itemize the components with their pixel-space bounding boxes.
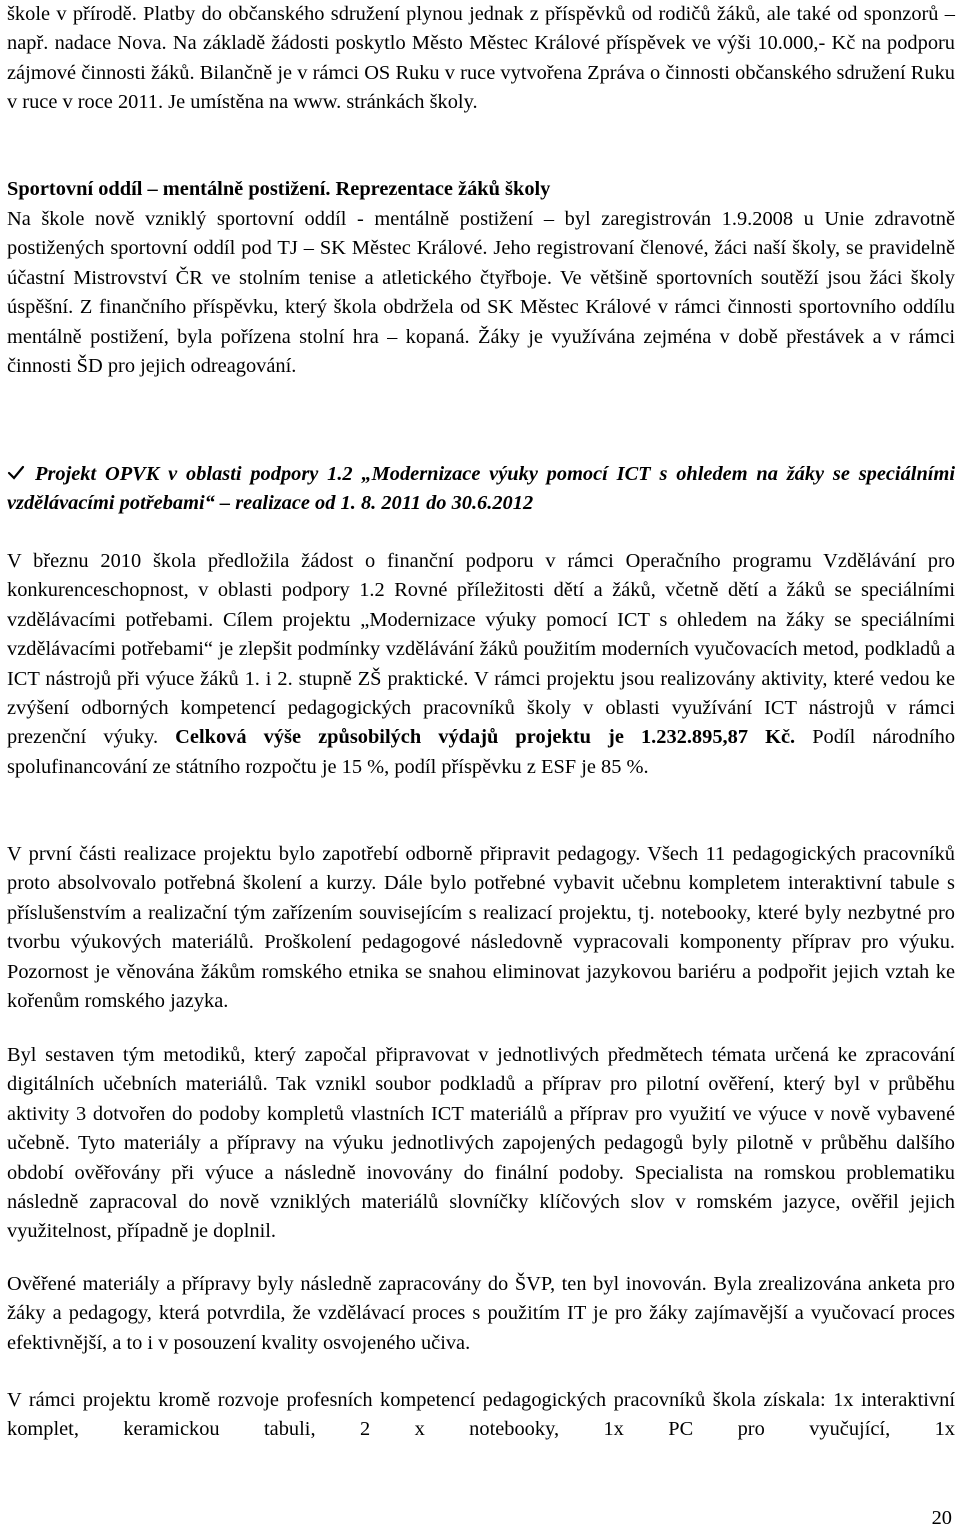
project-paragraph-5: V rámci projektu kromě rozvoje profesních kompetencí pedagogických pracovníků škola získala: 1x interaktivní komplet, keramickou tabuli, 2 x notebooky, 1x PC pro vyučující, 1x: [7, 1389, 955, 1441]
paragraph-os-ruku-v-ruce: škole v přírodě. Platby do občanského sdružení plynou jednak z příspěvků od rodičů žáků, ale také od sponzorů – např. nadace Nova. Na základě žádosti poskytlo Město Městec Králové příspěvek ve výši 10.000,- Kč na podporu zájmové činnosti žáků. Bilančně je v rámci OS Ruku v ruce vytvořena Zpráva o činnosti občanského sdružení Ruku v ruce v roce 2011. Je umístěna na www. stránkách školy.: [7, 3, 955, 114]
checkmark-icon: [7, 460, 35, 489]
project-costs-bold: Celková výše způsobilých výdajů projektu je 1.232.895,87 Kč.: [175, 726, 796, 749]
page-number: 20: [931, 1507, 952, 1529]
project-paragraph-4: Ověřené materiály a přípravy byly následně zapracovány do ŠVP, ten byl inovován. Byla zrealizována anketa pro žáky a pedagogy, která potvrdila, že vzdělávací proces s použitím IT je pro žáky zajímavější a vyučovací proces efektivnější, a to i v posouzení kvality osvojeného učiva.: [7, 1273, 955, 1354]
project-heading: [7, 460, 955, 519]
sport-section-heading: Sportovní oddíl – mentálně postižení. Reprezentace žáků školy: [7, 178, 551, 200]
project-heading-text: Projekt OPVK v oblasti podpory 1.2 „Modernizace výuky pomocí ICT s ohledem na žáky se speciálními vzdělávacími potřebami“ – realizace od 1. 8. 2011 do 30.6.2012: [7, 463, 955, 515]
project-paragraph-1-end: Podíl národního spolufinancování ze státního rozpočtu je 15 %, podíl příspěvku z ESF je 85 %.: [7, 726, 956, 778]
project-paragraph-3: Byl sestaven tým metodiků, který započal připravovat v jednotlivých předmětech témata určená ke zpracování digitálních učebních materiálů. Tak vznikl soubor podkladů a příprav pro pilotní ověření, který byl v průběhu aktivity 3 dotvořen do podoby kompletů vlastních ICT materiálů a příprav pro využití ve výuce v nově vybavené učebně. Tyto materiály a přípravy na výuku jednotlivých zapojených pedagogů byly pilotně v průběhu dalšího období ověřovány při výuce a následně inovovány do finální podoby. Specialista na romskou problematiku následně zapracoval do nově vzniklých materiálů slovníčky klíčových slov v romském jazyce, ověřil jejich využitelnost, případně je doplnil.: [7, 1044, 955, 1243]
project-paragraph-1-text: V březnu 2010 škola předložila žádost o finanční podporu v rámci Operačního programu Vzdělávání pro konkurenceschopnost, v oblasti podpory 1.2 Rovné příležitosti dětí a žáků, včetně dětí a žáků se speciálními vzdělávacími potřebami. Cílem projektu „Modernizace výuky pomocí ICT s ohledem na žáky se speciálními vzdělávacími potřebami“ je zlepšit podmínky vzdělávání žáků použitím moderních vyučovacích metod, podkladů a ICT nástrojů při výuce žáků 1. i 2. stupně ZŠ praktické. V rámci projektu jsou realizovány aktivity, které vedou ke zvýšení odborných kompetencí pedagogických pracovníků školy v oblasti využívání ICT nástrojů v rámci prezenční výuky.: [7, 550, 955, 749]
sport-section-text: Na škole nově vzniklý sportovní oddíl - mentálně postižení – byl zaregistrován 1.9.2008 u Unie zdravotně postižených sportovní oddíl pod TJ – SK Městec Králové. Jeho registrovaní členové, žáci naší školy, se pravidelně účastní Mistrovství ČR ve stolním tenise a atletického čtyřboje. Ve většině sportovních soutěží jsou žáci školy úspěšní. Z finančního příspěvku, který škola obdržela od SK Městec Králové v rámci činnosti sportovního oddílu mentálně postižení, byla pořízena stolní hra – kopaná. Žáky je využívána zejména v době přestávek a v rámci činnosti ŠD pro jejich odreagování.: [7, 208, 955, 378]
project-paragraph-1: [7, 547, 955, 782]
project-paragraph-2: V první části realizace projektu bylo zapotřebí odborně připravit pedagogy. Všech 11 pedagogických pracovníků proto absolvovalo potřebná školení a kurzy. Dále bylo potřebné vybavit učebnu kompletem interaktivní tabule s příslušenstvím a realizační tým zařízením souvisejícím s realizací projektu, tj. notebooky, které byly nezbytné pro tvorbu výukových materiálů. Proškolení pedagogové následovně vypracovali komponenty příprav pro výuku. Pozornost je věnována žákům romského etnika se snahou eliminovat jazykovou bariéru a podpořit jejich vztah ke kořenům romského jazyka.: [7, 843, 955, 1013]
